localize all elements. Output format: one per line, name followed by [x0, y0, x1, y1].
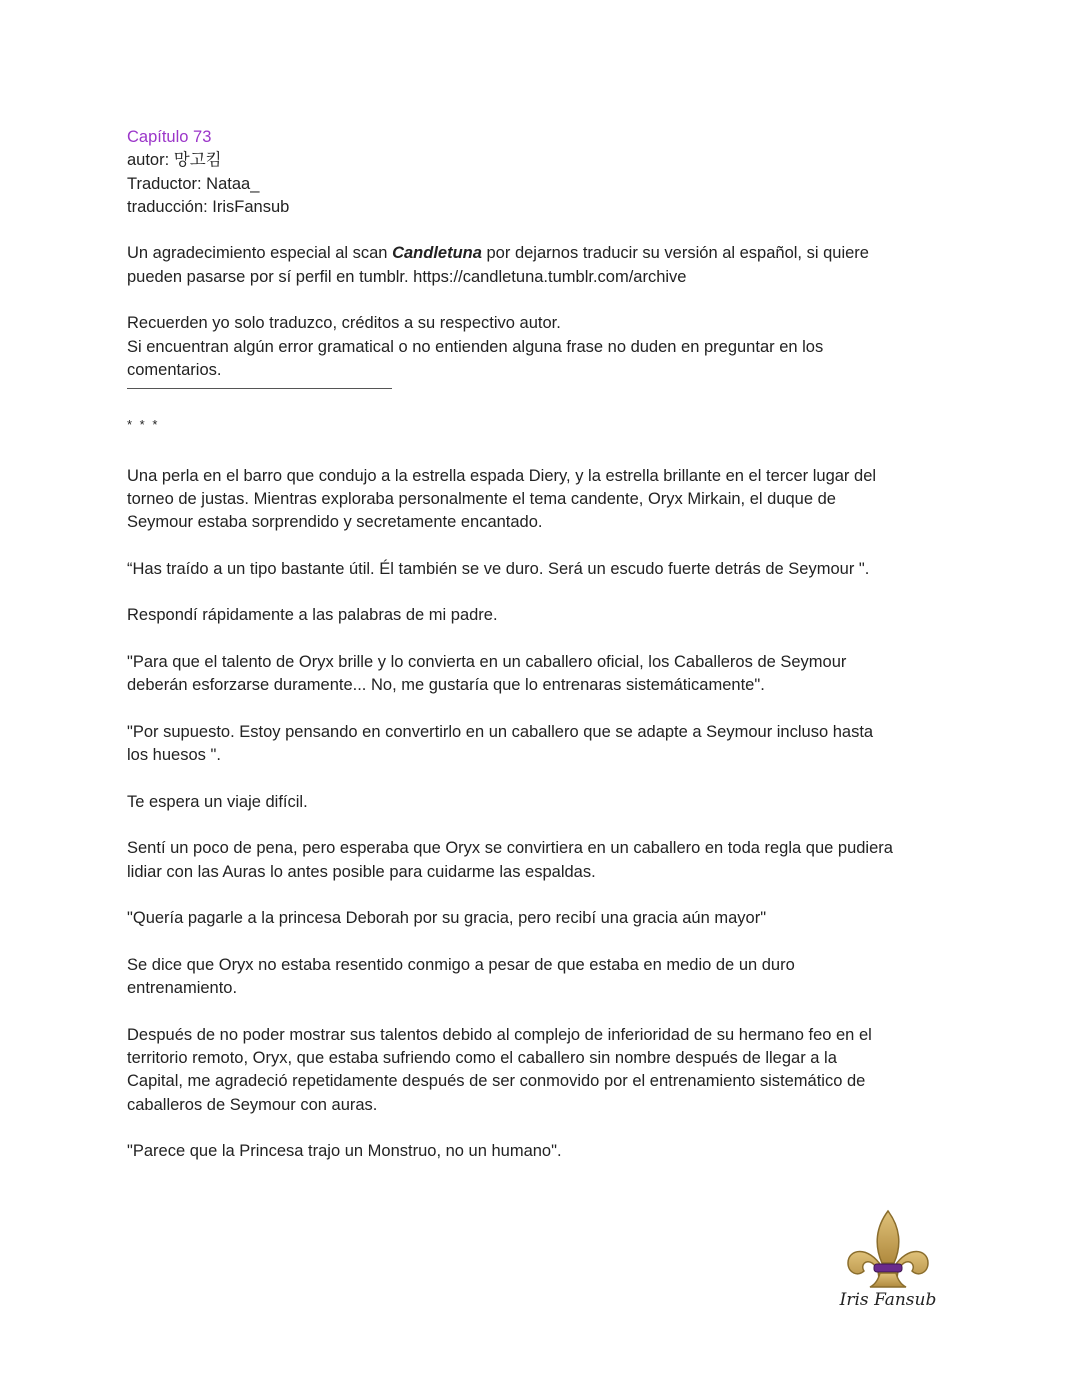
- thanks-text-a: Un agradecimiento especial al scan: [127, 244, 393, 263]
- notice-line-3: comentarios.: [127, 360, 222, 379]
- story-line: lidiar con las Auras lo antes posible para cuidarme las espaldas.: [127, 862, 596, 881]
- story-line: Capital, me agradeció repetidamente después de ser conmovido por el entrenamiento sistemático de: [127, 1072, 866, 1091]
- story-paragraph: [127, 465, 957, 535]
- thanks-line-1: [127, 242, 957, 265]
- author-line: autor: 망고킴: [127, 151, 222, 170]
- story-line: "Para que el talento de Oryx brille y lo convierta en un caballero oficial, los Caballeros de Seymour: [127, 652, 847, 671]
- notice-line-1: Recuerden yo solo traduzco, créditos a su respectivo autor.: [127, 314, 561, 333]
- story-paragraph: [127, 1024, 957, 1117]
- story-line: los huesos ".: [127, 746, 221, 765]
- story-paragraph: [127, 791, 957, 814]
- story-line: territorio remoto, Oryx, que estaba sufriendo como el caballero sin nombre después de llegar a la: [127, 1048, 837, 1067]
- story-paragraph: [127, 651, 957, 698]
- story-paragraph: [127, 954, 957, 1001]
- story-line: Sentí un poco de pena, pero esperaba que Oryx se convirtiera en un caballero en toda regla que pudiera: [127, 839, 893, 858]
- scene-break-stars: * * *: [127, 417, 160, 433]
- thanks-paragraph: [127, 242, 957, 289]
- story-paragraph: [127, 837, 957, 884]
- story-line: Respondí rápidamente a las palabras de mi padre.: [127, 606, 498, 625]
- story-line: Seymour estaba sorprendido y secretamente encantado.: [127, 513, 543, 532]
- chapter-header: [127, 126, 957, 219]
- story-line: "Parece que la Princesa trajo un Monstruo, no un humano".: [127, 1142, 562, 1161]
- story-line: "Por supuesto. Estoy pensando en convertirlo en un caballero que se adapte a Seymour incluso hasta: [127, 722, 874, 741]
- story-paragraph: [127, 604, 957, 627]
- document-page: [127, 126, 957, 1187]
- story-line: Te espera un viaje difícil.: [127, 792, 308, 811]
- scan-name: Candletuna: [392, 244, 482, 263]
- story-paragraph: [127, 558, 957, 581]
- chapter-title: Capítulo 73: [127, 128, 212, 146]
- logo-text: Iris Fansub: [839, 1290, 937, 1310]
- story-line: “Has traído a un tipo bastante útil. Él también se ve duro. Será un escudo fuerte detrás de Seymour ".: [127, 559, 870, 578]
- story-line: Se dice que Oryx no estaba resentido conmigo a pesar de que estaba en medio de un duro: [127, 955, 795, 974]
- translation-line: traducción: IrisFansub: [127, 197, 290, 216]
- story-line: caballeros de Seymour con auras.: [127, 1095, 378, 1114]
- story-paragraph: [127, 907, 957, 930]
- story-line: "Quería pagarle a la princesa Deborah por su gracia, pero recibí una gracia aún mayor": [127, 909, 767, 928]
- story-body: [127, 465, 957, 1164]
- thanks-text-c: por dejarnos traducir su versión al español, si quiere: [481, 244, 869, 263]
- story-paragraph: [127, 721, 957, 768]
- story-paragraph: [127, 1140, 957, 1163]
- story-line: deberán esforzarse duramente... No, me gustaría que lo entrenaras sistemáticamente".: [127, 676, 765, 695]
- separator-line: [127, 388, 392, 389]
- story-line: torneo de justas. Mientras exploraba personalmente el tema candente, Oryx Mirkain, el duque de: [127, 489, 836, 508]
- notice-paragraph: [127, 312, 957, 382]
- translator-line: Traductor: Nataa_: [127, 174, 260, 193]
- story-line: entrenamiento.: [127, 979, 238, 998]
- thanks-line-2: pueden pasarse por sí perfil en tumblr. https://candletuna.tumblr.com/archive: [127, 267, 687, 286]
- notice-line-2: Si encuentran algún error gramatical o no entienden alguna frase no duden en preguntar en los: [127, 337, 824, 356]
- story-line: Una perla en el barro que condujo a la estrella espada Diery, y la estrella brillante en el tercer lugar del: [127, 466, 877, 485]
- story-line: Después de no poder mostrar sus talentos debido al complejo de inferioridad de su hermano feo en el: [127, 1025, 872, 1044]
